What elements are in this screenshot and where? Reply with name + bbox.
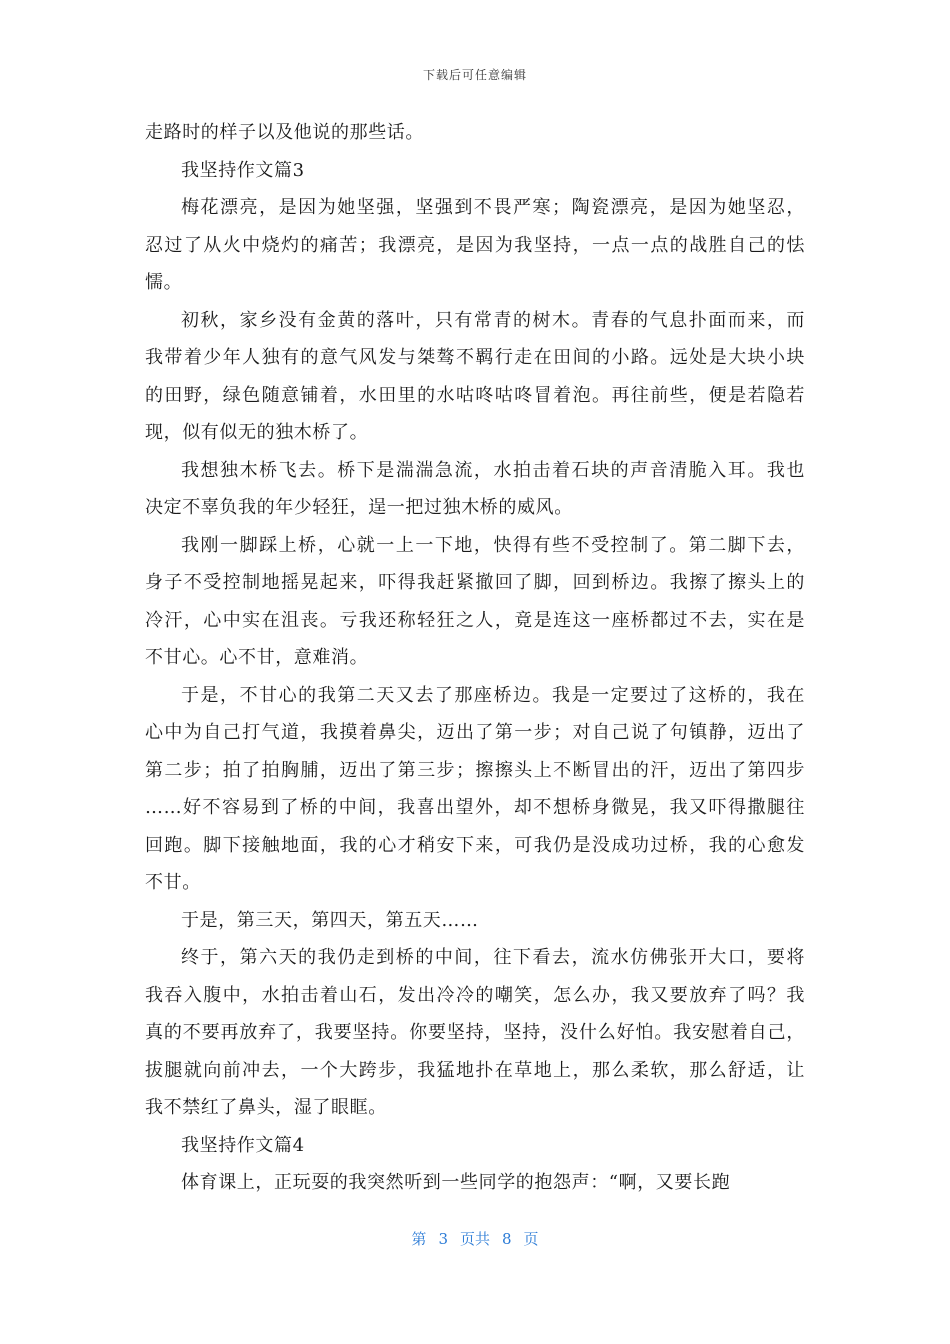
- text-line: 我想独木桥飞去。桥下是湍湍急流，水拍击着石块的声音清脆入耳。我也: [181, 459, 805, 481]
- document-body: [145, 114, 805, 1202]
- paragraph: [145, 677, 805, 902]
- text-line: 我坚持作文篇4: [181, 1134, 305, 1156]
- text-line: 的田野，绿色随意铺着，水田里的水咕咚咕咚冒着泡。再往前些，便是若隐若: [145, 384, 805, 406]
- paragraph: [145, 114, 805, 152]
- text-line: 懦。: [145, 272, 183, 293]
- text-line: ……好不容易到了桥的中间，我喜出望外，却不想桥身微晃，我又吓得撒腿往: [145, 797, 805, 818]
- footer-current-page: 3: [438, 1230, 448, 1248]
- text-line: 第二步；拍了拍胸脯，迈出了第三步；擦擦头上不断冒出的汗，迈出了第四步: [145, 759, 805, 781]
- paragraph: [145, 452, 805, 527]
- footer-total-pages: 8: [502, 1230, 512, 1248]
- text-line: 忍过了从火中烧灼的痛苦；我漂亮，是因为我坚持，一点一点的战胜自己的怯: [145, 234, 805, 256]
- page-header: 下载后可任意编辑: [422, 68, 527, 82]
- text-line: 身子不受控制地摇晃起来，吓得我赶紧撤回了脚，回到桥边。我擦了擦头上的: [145, 572, 805, 593]
- page-footer: [0, 1228, 950, 1249]
- footer-middle: 页共: [459, 1230, 490, 1248]
- text-line: 我刚一脚踩上桥，心就一上一下地，快得有些不受控制了。第二脚下去，: [181, 534, 805, 556]
- text-line: 冷汗，心中实在沮丧。亏我还称轻狂之人，竟是连这一座桥都过不去，实在是: [145, 609, 805, 631]
- text-line: 于是，第三天，第四天，第五天……: [181, 909, 479, 931]
- text-line: 我吞入腹中，水拍击着山石，发出冷冷的嘲笑，怎么办，我又要放弃了吗？我: [145, 984, 805, 1006]
- text-line: 体育课上，正玩耍的我突然听到一些同学的抱怨声：“啊，又要长跑: [181, 1172, 731, 1193]
- section-heading: [145, 1127, 805, 1165]
- paragraph: [145, 302, 805, 452]
- footer-prefix: 第: [411, 1230, 427, 1248]
- text-line: 心中为自己打气道，我摸着鼻尖，迈出了第一步；对自己说了句镇静，迈出了: [145, 722, 805, 743]
- text-line: 我坚持作文篇3: [181, 159, 305, 181]
- text-line: 现，似有似无的独木桥了。: [145, 422, 369, 443]
- text-line: 不甘。: [145, 872, 201, 893]
- text-line: 于是，不甘心的我第二天又去了那座桥边。我是一定要过了这桥的，我在: [181, 684, 805, 706]
- text-line: 回跑。脚下接触地面，我的心才稍安下来，可我仍是没成功过桥，我的心愈发: [145, 834, 805, 856]
- text-line: 真的不要再放弃了，我要坚持。你要坚持，坚持，没什么好怕。我安慰着自己，: [145, 1022, 805, 1043]
- section-heading: [145, 152, 805, 190]
- text-line: 走路时的样子以及他说的那些话。: [145, 122, 424, 143]
- text-line: 不甘心。心不甘，意难消。: [145, 647, 369, 668]
- footer-suffix: 页: [523, 1230, 539, 1248]
- text-line: 我带着少年人独有的意气风发与桀骜不羁行走在田间的小路。远处是大块小块: [145, 347, 805, 368]
- text-line: 梅花漂亮，是因为她坚强，坚强到不畏严寒；陶瓷漂亮，是因为她坚忍，: [181, 197, 805, 218]
- paragraph: [145, 902, 805, 940]
- paragraph: [145, 1164, 805, 1202]
- text-line: 我不禁红了鼻头，湿了眼眶。: [145, 1097, 387, 1118]
- paragraph: [145, 527, 805, 677]
- text-line: 终于，第六天的我仍走到桥的中间，往下看去，流水仿佛张开大口，要将: [181, 947, 805, 968]
- paragraph: [145, 189, 805, 302]
- text-line: 决定不辜负我的年少轻狂，逞一把过独木桥的威风。: [145, 497, 573, 518]
- text-line: 拔腿就向前冲去，一个大跨步，我猛地扑在草地上，那么柔软，那么舒适，让: [145, 1059, 805, 1081]
- paragraph: [145, 939, 805, 1127]
- text-line: 初秋，家乡没有金黄的落叶，只有常青的树木。青春的气息扑面而来，而: [181, 309, 805, 331]
